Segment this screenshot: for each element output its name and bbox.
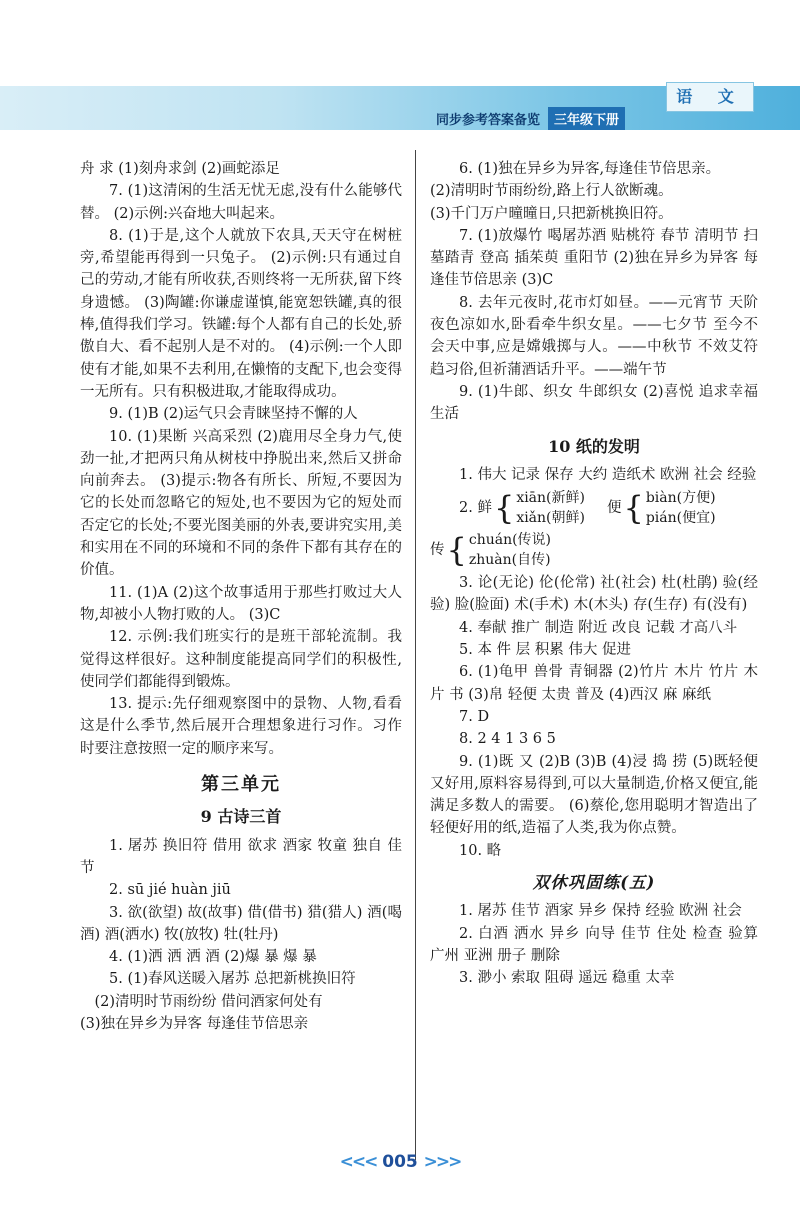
answer-line: 舟 求 (1)刻舟求剑 (2)画蛇添足 [80, 161, 280, 177]
answer-13: 13. 提示:先仔细观察图中的景物、人物,看看这是什么季节,然后展开合理想象进行习作。习作时要注意按照一定的顺序来写。 [80, 696, 402, 757]
answer-8: 8. (1)于是,这个人就放下农具,天天守在树桩旁,希望能再得到一只兔子。 (2)示例:只有通过自己的劳动,才能有所收获,否则终将一无所获,留下终身遗憾。 (3)陶罐:你谦虚谨慎,能宽恕铁罐,真的很棒,值得我们学习。铁罐:每个人都有自己的长处,骄傲自大、看不起别人是不对的。 (4)示例:一个人即使有才能,如果不去利用,在懒惰的支配下,也会变得一无所有。只有积极进取,才能取得成功。 [80, 227, 402, 400]
answer-6-2: (2)清明时节雨纷纷,路上行人欲断魂。 [430, 183, 673, 200]
brace-prefix: 传 [430, 542, 445, 558]
lesson10-q9: 9. (1)既 又 (2)B (3)B (4)浸 捣 捞 (5)既轻便又好用,原料容易得到,可以大量制造,价格又便宜,能满足多数人的需要。 (6)蔡伦,您用聪明才智造出了轻便好用的纸,造福了人类,我为你点赞。 [430, 753, 758, 837]
left-brace-icon: { [493, 489, 515, 528]
brace-lines [469, 530, 551, 570]
review-q3: 3. 渺小 索取 阻碍 遥远 稳重 太幸 [459, 970, 675, 987]
answer-7: 7. (1)这清闲的生活无忧无虑,没有什么能够代替。 (2)示例:兴奋地大叫起来。 [80, 183, 402, 222]
review-title: 双休巩固练(五) [532, 873, 656, 893]
brace-line: xiǎn(朝鲜) [516, 510, 585, 527]
lesson10-q4: 4. 奉献 推广 制造 附近 改良 记载 才高八斗 [459, 619, 738, 636]
lesson10-q3: 3. 论(无论) 伦(伦常) 社(社会) 杜(杜鹃) 验(经验) 脸(脸面) 术(手术) 木(木头) 存(生存) 有(没有) [430, 575, 758, 614]
left-arrows-icon: <<< [339, 1152, 377, 1172]
lesson10-q5: 5. 本 件 层 积累 伟大 促进 [459, 642, 631, 659]
lesson10-q10: 10. 略 [459, 842, 502, 859]
answer-12: 12. 示例:我们班实行的是班干部轮流制。我觉得这样很好。这种制度能提高同学们的积极性,使同学们都能得到锻炼。 [80, 629, 402, 690]
answer-8: 8. 去年元夜时,花市灯如昼。——元宵节 天阶夜色凉如水,卧看牵牛织女星。——七夕节 至今不会天中事,应是嫦娥掷与人。——中秋节 不效艾符趋习俗,但祈蒲酒话升平。——端午节 [430, 294, 758, 378]
answer-6: 6. (1)独在异乡为异客,每逢佳节倍思亲。 [459, 161, 721, 177]
unit-title: 第三单元 [201, 774, 281, 796]
lesson10-q6: 6. (1)龟甲 兽骨 青铜器 (2)竹片 木片 竹片 木片 书 (3)帛 轻便 太贵 普及 (4)西汉 麻 麻纸 [430, 664, 758, 703]
page-number: 005 [382, 1152, 418, 1172]
answer-9: 9. (1)B (2)运气只会青睐坚持不懈的人 [109, 406, 358, 423]
brace-lines [646, 488, 716, 528]
lesson9-q4: 4. (1)洒 洒 洒 酒 (2)爆 暴 爆 暴 [109, 949, 317, 966]
lesson-title-9: 9 古诗三首 [200, 807, 282, 827]
left-brace-icon: { [446, 531, 467, 570]
right-column [430, 158, 758, 990]
brace-prefix: 便 [606, 500, 622, 516]
brace-line: biàn(方便) [645, 490, 716, 507]
lesson10-q7: 7. D [459, 708, 490, 725]
brace-line: zhuàn(自传) [468, 552, 551, 569]
brace-group-xian [459, 488, 585, 528]
brace-prefix: 2. 鲜 [459, 500, 492, 516]
left-column [80, 158, 402, 1035]
lesson9-q2: 2. sū jié huàn jiū [109, 882, 231, 899]
lesson9-q3: 3. 欲(欲望) 故(故事) 借(借书) 猎(猎人) 酒(喝酒) 酒(洒水) 牧(放牧) 牡(牡丹) [80, 904, 402, 943]
brace-line: chuán(传说) [468, 532, 552, 549]
lesson10-q8: 8. 2 4 1 3 6 5 [459, 731, 556, 748]
column-divider [415, 150, 416, 1160]
brace-group-bian [607, 488, 716, 528]
lesson9-q1: 1. 屠苏 换旧符 借用 欲求 酒家 牧童 独自 佳节 [80, 837, 402, 876]
banner-label: 同步参考答案备览 [436, 112, 541, 128]
grade-tag: 三年级下册 [548, 107, 625, 130]
review-q2: 2. 白酒 洒水 异乡 向导 佳节 住处 检查 验算 广州 亚洲 册子 删除 [430, 925, 758, 964]
lesson9-q5-3: (3)独在异乡为异客 每逢佳节倍思亲 [80, 1015, 309, 1032]
page-number-footer [0, 1152, 800, 1172]
lesson9-q5: 5. (1)春风送暖入屠苏 总把新桃换旧符 [109, 971, 356, 988]
lesson-title-10: 10 纸的发明 [548, 436, 640, 456]
lesson10-q2 [430, 488, 758, 528]
subject-tag: 语 文 [666, 82, 754, 112]
left-brace-icon: { [623, 489, 644, 528]
brace-lines [516, 488, 585, 528]
header-strip [430, 107, 750, 129]
answer-6-3: (3)千门万户曈曈日,只把新桃换旧符。 [430, 205, 673, 222]
answer-7: 7. (1)放爆竹 喝屠苏酒 贴桃符 春节 清明节 扫墓踏青 登高 插茱萸 重阳节 (2)独在异乡为异客 每逢佳节倍思亲 (3)C [430, 227, 758, 289]
review-q1: 1. 屠苏 佳节 酒家 异乡 保持 经验 欧洲 社会 [459, 903, 742, 920]
answer-10: 10. (1)果断 兴高采烈 (2)鹿用尽全身力气,使劲一扯,才把两只角从树枝中挣脱出来,然后又拼命向前奔去。 (3)提示:物各有所长、所短,不要因为它的长处而忽略它的短处,也不要因为它的短处而否定它的长处;不要光图美丽的外表,要讲究实用,美和实用在不同的环境和不同的条件下都有其存在的价值。 [80, 428, 402, 579]
lesson9-q5-2: (2)清明时节雨纷纷 借问酒家何处有 [94, 993, 323, 1010]
brace-group-chuan [430, 530, 551, 570]
brace-line: pián(便宜) [645, 510, 716, 527]
answer-11: 11. (1)A (2)这个故事适用于那些打败过大人物,却被小人物打败的人。 (3)C [80, 584, 402, 623]
right-arrows-icon: >>> [423, 1152, 461, 1172]
brace-line: xiān(新鲜) [516, 490, 585, 507]
answer-9: 9. (1)牛郎、织女 牛郎织女 (2)喜悦 追求幸福生活 [430, 383, 758, 423]
lesson10-q1: 1. 伟大 记录 保存 大约 造纸术 欧洲 社会 经验 [459, 466, 757, 483]
lesson10-q2-chuan [430, 530, 758, 570]
